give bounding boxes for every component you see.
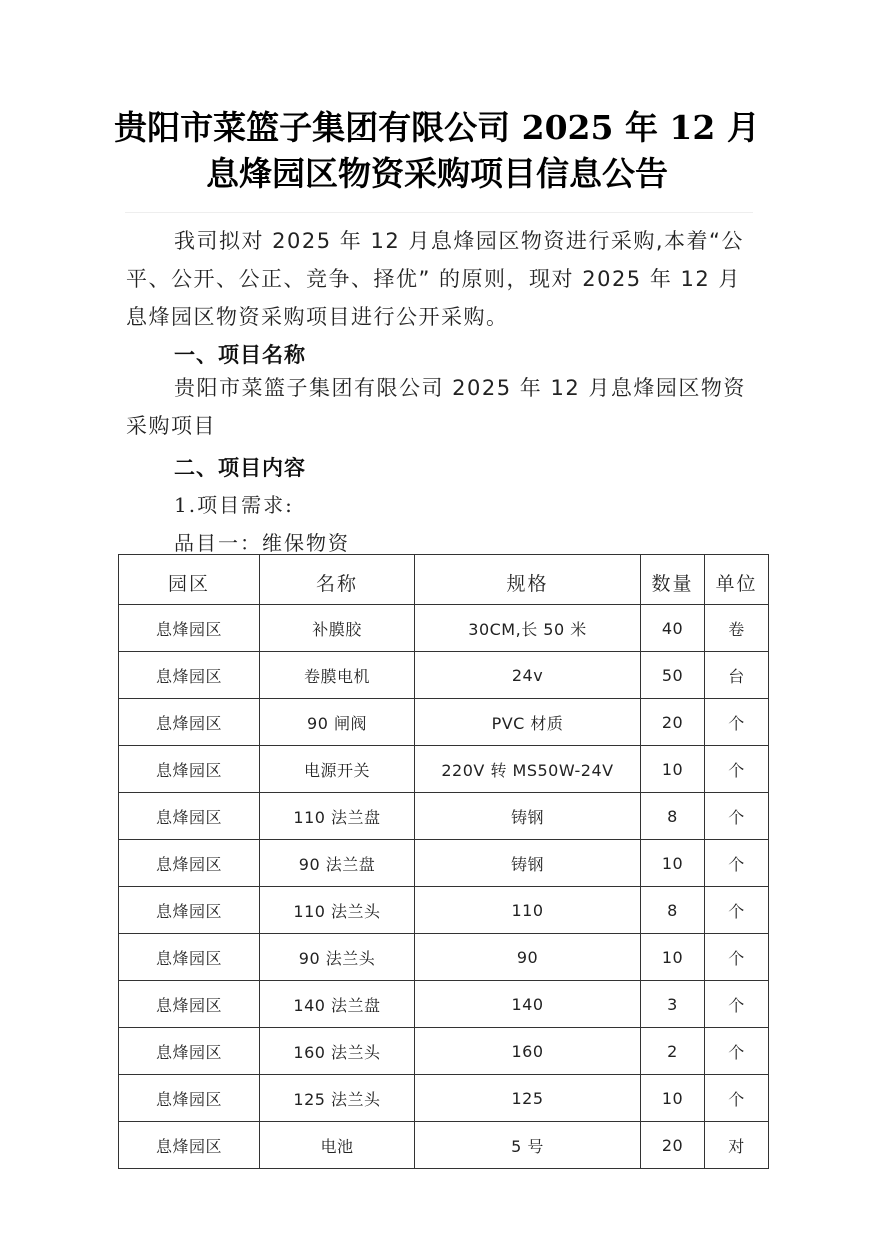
table-row xyxy=(119,1122,769,1169)
cell-park: 息烽园区 xyxy=(119,652,260,699)
cell-unit: 个 xyxy=(705,746,769,793)
cell-quantity: 20 xyxy=(641,699,705,746)
cell-quantity: 10 xyxy=(641,840,705,887)
cell-name: 卷膜电机 xyxy=(260,652,415,699)
cell-name: 90 法兰盘 xyxy=(260,840,415,887)
section1-heading: 一、项目名称 xyxy=(174,343,306,367)
section2-heading: 二、项目内容 xyxy=(174,456,306,480)
category-label: 品目一：维保物资 xyxy=(174,531,350,555)
cell-spec: 90 xyxy=(415,934,641,981)
cell-quantity: 10 xyxy=(641,934,705,981)
cell-name: 110 法兰头 xyxy=(260,887,415,934)
table-header-row xyxy=(119,555,769,605)
cell-spec: PVC 材质 xyxy=(415,699,641,746)
table-row xyxy=(119,934,769,981)
cell-quantity: 50 xyxy=(641,652,705,699)
cell-quantity: 40 xyxy=(641,605,705,652)
cell-name: 90 法兰头 xyxy=(260,934,415,981)
cell-unit: 对 xyxy=(705,1122,769,1169)
cell-name: 140 法兰盘 xyxy=(260,981,415,1028)
project-requirement-label: 1.项目需求: xyxy=(174,493,294,517)
cell-spec: 140 xyxy=(415,981,641,1028)
cell-quantity: 2 xyxy=(641,1028,705,1075)
document-title-line2: 息烽园区物资采购项目信息公告 xyxy=(206,154,668,193)
table-row xyxy=(119,605,769,652)
cell-spec: 125 xyxy=(415,1075,641,1122)
header-spec: 规格 xyxy=(415,555,641,605)
cell-name: 电池 xyxy=(260,1122,415,1169)
cell-unit: 个 xyxy=(705,1028,769,1075)
cell-quantity: 20 xyxy=(641,1122,705,1169)
table-row xyxy=(119,887,769,934)
intro-line1: 我司拟对 2025 年 12 月息烽园区物资进行采购,本着“公 xyxy=(174,229,744,253)
cell-spec: 5 号 xyxy=(415,1122,641,1169)
cell-quantity: 10 xyxy=(641,1075,705,1122)
header-park: 园区 xyxy=(119,555,260,605)
title-divider xyxy=(125,212,753,213)
cell-unit: 个 xyxy=(705,1075,769,1122)
intro-line2: 平、公开、公正、竞争、择优” 的原则，现对 2025 年 12 月 xyxy=(126,267,741,291)
cell-name: 电源开关 xyxy=(260,746,415,793)
cell-park: 息烽园区 xyxy=(119,699,260,746)
document-title-line1: 贵阳市菜篮子集团有限公司 2025 年 12 月 xyxy=(114,108,760,147)
cell-spec: 110 xyxy=(415,887,641,934)
cell-park: 息烽园区 xyxy=(119,1122,260,1169)
cell-spec: 220V 转 MS50W-24V xyxy=(415,746,641,793)
table-row xyxy=(119,699,769,746)
cell-unit: 个 xyxy=(705,981,769,1028)
table-row xyxy=(119,981,769,1028)
cell-unit: 个 xyxy=(705,887,769,934)
cell-unit: 台 xyxy=(705,652,769,699)
header-unit: 单位 xyxy=(705,555,769,605)
cell-park: 息烽园区 xyxy=(119,934,260,981)
intro-line3: 息烽园区物资采购项目进行公开采购。 xyxy=(126,305,509,329)
intro-paragraph xyxy=(126,222,754,336)
cell-name: 160 法兰头 xyxy=(260,1028,415,1075)
cell-name: 90 闸阀 xyxy=(260,699,415,746)
table-row xyxy=(119,652,769,699)
cell-park: 息烽园区 xyxy=(119,1075,260,1122)
cell-name: 补膜胶 xyxy=(260,605,415,652)
cell-unit: 卷 xyxy=(705,605,769,652)
cell-unit: 个 xyxy=(705,793,769,840)
table-row xyxy=(119,1028,769,1075)
cell-unit: 个 xyxy=(705,840,769,887)
cell-park: 息烽园区 xyxy=(119,605,260,652)
cell-unit: 个 xyxy=(705,934,769,981)
cell-spec: 铸钢 xyxy=(415,840,641,887)
cell-park: 息烽园区 xyxy=(119,746,260,793)
materials-table xyxy=(118,554,769,1169)
table-row xyxy=(119,746,769,793)
header-name: 名称 xyxy=(260,555,415,605)
cell-quantity: 10 xyxy=(641,746,705,793)
table-row xyxy=(119,840,769,887)
cell-park: 息烽园区 xyxy=(119,887,260,934)
cell-quantity: 3 xyxy=(641,981,705,1028)
table-row xyxy=(119,1075,769,1122)
cell-park: 息烽园区 xyxy=(119,1028,260,1075)
cell-name: 110 法兰盘 xyxy=(260,793,415,840)
cell-spec: 160 xyxy=(415,1028,641,1075)
project-name-line1: 贵阳市菜篮子集团有限公司 2025 年 12 月息烽园区物资 xyxy=(174,376,746,400)
cell-unit: 个 xyxy=(705,699,769,746)
cell-park: 息烽园区 xyxy=(119,793,260,840)
project-name-paragraph xyxy=(126,369,754,445)
cell-spec: 铸钢 xyxy=(415,793,641,840)
cell-park: 息烽园区 xyxy=(119,981,260,1028)
cell-spec: 24v xyxy=(415,652,641,699)
project-name-line2: 采购项目 xyxy=(126,414,216,438)
cell-name: 125 法兰头 xyxy=(260,1075,415,1122)
table-body xyxy=(119,605,769,1169)
cell-quantity: 8 xyxy=(641,887,705,934)
table-row xyxy=(119,793,769,840)
cell-park: 息烽园区 xyxy=(119,840,260,887)
cell-quantity: 8 xyxy=(641,793,705,840)
header-quantity: 数量 xyxy=(641,555,705,605)
cell-spec: 30CM,长 50 米 xyxy=(415,605,641,652)
